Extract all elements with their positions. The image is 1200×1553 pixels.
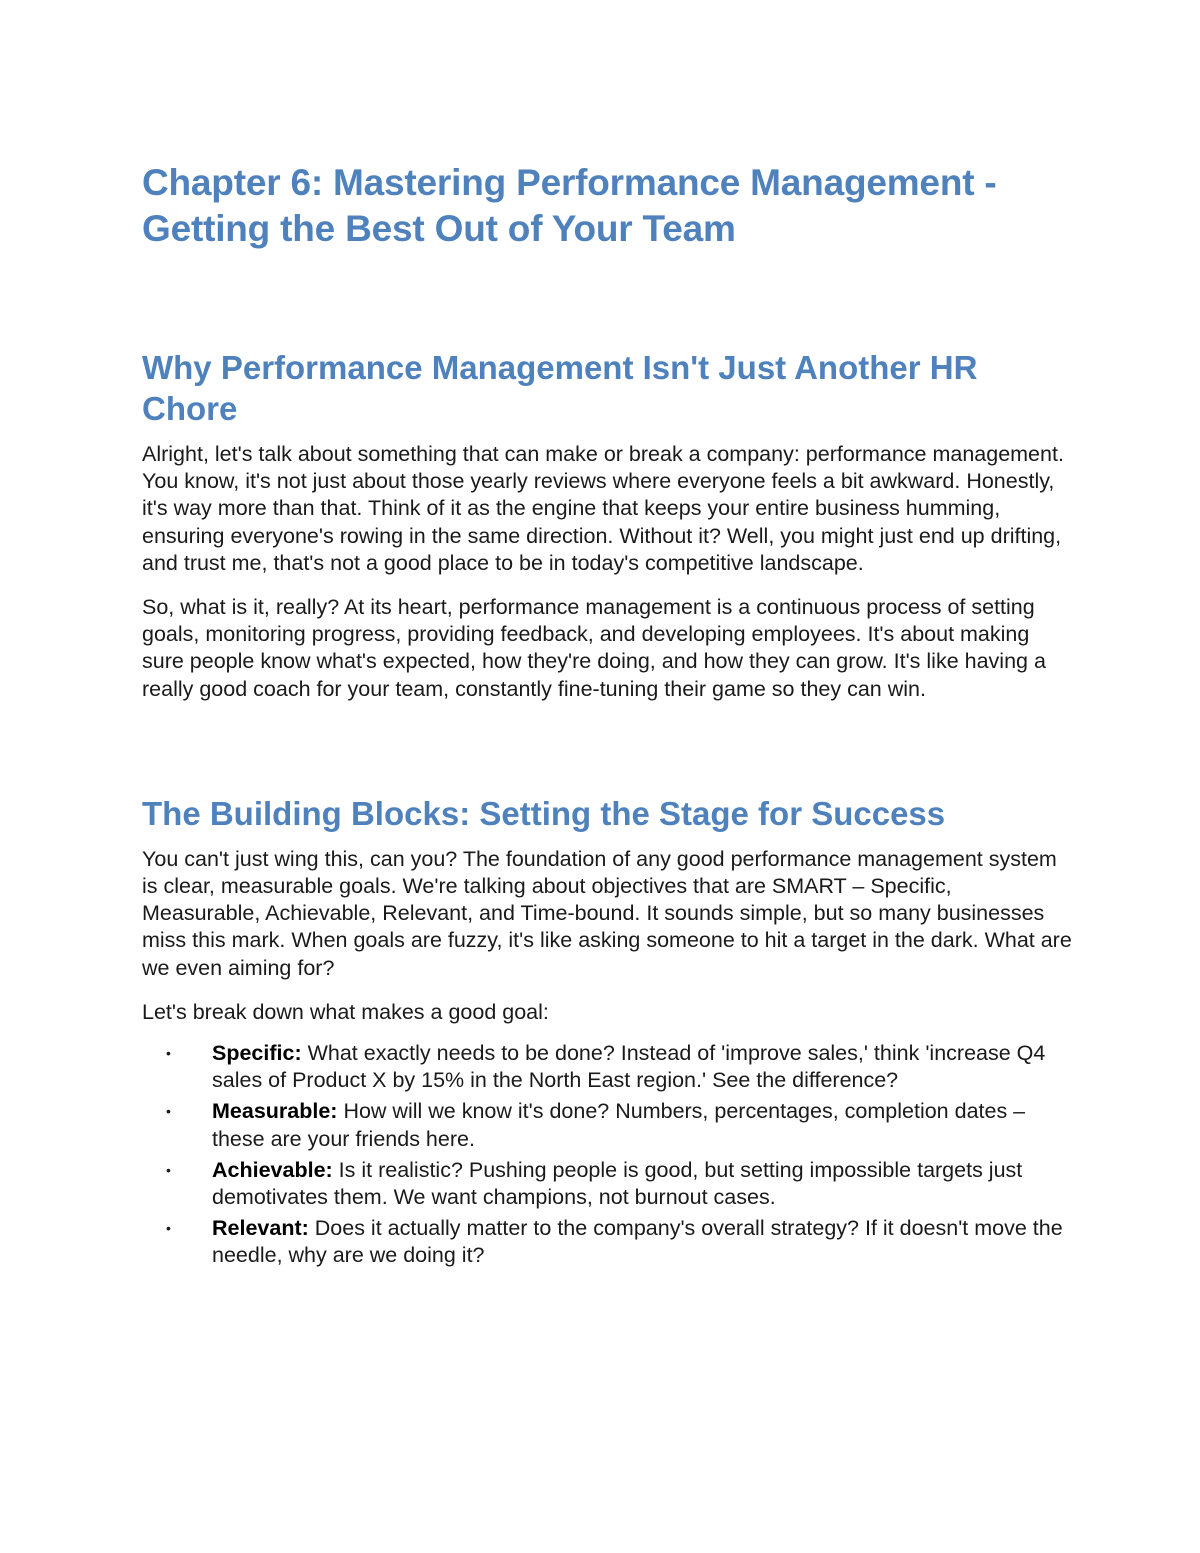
list-item-term: Measurable:	[212, 1099, 338, 1124]
bullet-icon: •	[166, 1045, 171, 1062]
section-heading-building-blocks: The Building Blocks: Setting the Stage for Success	[142, 794, 946, 832]
bullet-icon: •	[166, 1103, 171, 1120]
list-item	[142, 1215, 1072, 1269]
bullet-icon: •	[166, 1220, 171, 1237]
list-item-term: Achievable:	[212, 1157, 333, 1182]
list-item	[142, 1098, 1072, 1152]
paragraph: Alright, let's talk about something that can make or break a company: performance management. You know, it's not just about those yearly reviews where everyone feels a bit awkward. Honestly, it's way more than that. Think of it as the engine that keeps your entire business humming, ensuring everyone's rowing in the same direction. Without it? Well, you might just end up drifting, and trust me, that's not a good place to be in today's competitive landscape.	[142, 442, 1064, 575]
list-item	[142, 1040, 1072, 1094]
list-item-term: Relevant:	[212, 1216, 309, 1241]
chapter-title: Chapter 6: Mastering Performance Management - Getting the Best Out of Your Team	[142, 162, 997, 249]
smart-goals-list	[142, 1040, 1072, 1270]
paragraph: You can't just wing this, can you? The foundation of any good performance management system is clear, measurable goals. We're talking about objectives that are SMART – Specific, Measurable, Achievable, Relevant, and Time-bound. It sounds simple, but so many businesses miss this mark. When goals are fuzzy, it's like asking someone to hit a target in the dark. What are we even aiming for?	[142, 846, 1072, 980]
document-content	[142, 160, 1072, 1274]
list-item-text: What exactly needs to be done? Instead of 'improve sales,' think 'increase Q4 sales of Product X by 15% in the North East region.' See the difference?	[212, 1041, 1046, 1093]
list-item	[142, 1157, 1072, 1211]
list-item-text: Is it realistic? Pushing people is good, but setting impossible targets just demotivates them. We want champions, not burnout cases.	[212, 1157, 1023, 1210]
section-heading-why: Why Performance Management Isn't Just Another HR Chore	[142, 349, 978, 427]
list-item-text: How will we know it's done? Numbers, percentages, completion dates – these are your friends here.	[212, 1099, 1026, 1151]
paragraph: So, what is it, really? At its heart, performance management is a continuous process of setting goals, monitoring progress, providing feedback, and developing employees. It's about making sure people know what's expected, how they're doing, and how they can grow. It's like having a really good coach for your team, constantly fine-tuning their game so they can win.	[142, 595, 1046, 701]
list-item-term: Specific:	[212, 1041, 302, 1066]
bullet-icon: •	[166, 1161, 171, 1178]
paragraph: Let's break down what makes a good goal:	[142, 999, 549, 1024]
list-item-text: Does it actually matter to the company's overall strategy? If it doesn't move the needle, why are we doing it?	[212, 1216, 1063, 1268]
